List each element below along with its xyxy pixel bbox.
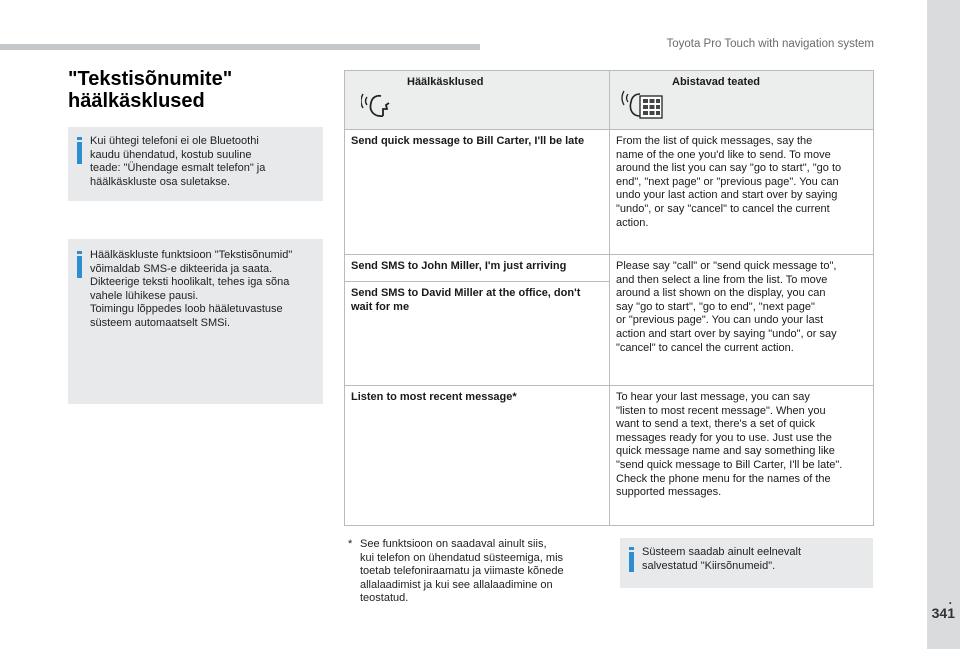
info-icon: [77, 251, 82, 278]
side-marker: .: [948, 593, 952, 607]
speaking-head-icon: [361, 86, 395, 122]
note-text: Kui ühtegi telefoni ei ole Bluetoothi kaudu ühendatud, kostub suuline teade: "Ühendage esmalt telefon" ja häälkäskluste osa suletakse.: [90, 135, 266, 188]
header-title: Toyota Pro Touch with navigation system: [666, 38, 874, 50]
command-cell: Send quick message to Bill Carter, I'll be late: [345, 130, 610, 255]
response-cell: From the list of quick messages, say the name of the one you'd like to send. To move around the list you can say "go to start", "go to end", "next page" or "previous page". You can undo your last action and start over by saying "undo", or say "cancel" to cancel the current action.: [610, 130, 874, 255]
command-cell: Send SMS to John Miller, I'm just arriving: [345, 255, 610, 282]
section-title-line-1: "Tekstisõnumite": [68, 68, 233, 90]
info-note-sms: [68, 239, 323, 404]
col2-header-label: Abistavad teated: [672, 76, 761, 88]
info-note-quick-messages: [620, 538, 873, 588]
footnote: [348, 538, 588, 606]
table-row: [345, 130, 874, 255]
response-cell: To hear your last message, you can say "listen to most recent message". When you want to send a text, there's a set of quick messages ready for you to use. Just use the quick message name and say something like "send quick message to Bill Carter, I'll be late". Check the phone menu for the names of the supported messages.: [610, 386, 874, 526]
table-row: [345, 255, 874, 282]
table-header-responses: [610, 71, 874, 130]
footnote-text: See funktsioon on saadaval ainult siis, kui telefon on ühendatud süsteemiga, mis toetab telefoniraamatu ja viimaste kõnede allalaadimist ja kui see allalaadimine on teostatud.: [360, 538, 564, 605]
header-rule: [0, 44, 480, 50]
speaking-head-keypad-icon: [620, 82, 666, 122]
table-header-row: [345, 71, 874, 130]
page-side-tab: [927, 0, 960, 649]
response-cell: Please say "call" or "send quick message to", and then select a line from the list. To move around a list shown on the display, you can say "go to start", "go to end", "next page" or "previous page". You can undo your last action and start over by saying "undo", or say "cancel" to cancel the current action.: [610, 255, 874, 386]
footnote-marker: *: [348, 538, 353, 550]
page-number: 341: [931, 605, 955, 621]
voice-command-table: [344, 70, 874, 526]
table-row: [345, 386, 874, 526]
info-note-bluetooth: [68, 127, 323, 201]
info-icon: [77, 137, 82, 164]
info-icon: [629, 547, 634, 572]
table-header-commands: [345, 71, 610, 130]
col1-header-label: Häälkäsklused: [407, 76, 484, 88]
command-cell: Listen to most recent message*: [345, 386, 610, 526]
command-cell: Send SMS to David Miller at the office, don't wait for me: [345, 282, 610, 386]
section-title: [68, 68, 232, 112]
section-title-line-2: häälkäsklused: [68, 90, 205, 112]
note-text: Häälkäskluste funktsioon "Tekstisõnumid" võimaldab SMS-e dikteerida ja saata. Dikteerige teksti hoolikalt, tehes iga sõna vahele lühikese pausi. Toimingu lõppedes loob hääletuvastuse süsteem automaatselt SMSi.: [90, 249, 293, 329]
note-text: Süsteem saadab ainult eelnevalt salvestatud "Kiirsõnumeid".: [642, 546, 801, 572]
